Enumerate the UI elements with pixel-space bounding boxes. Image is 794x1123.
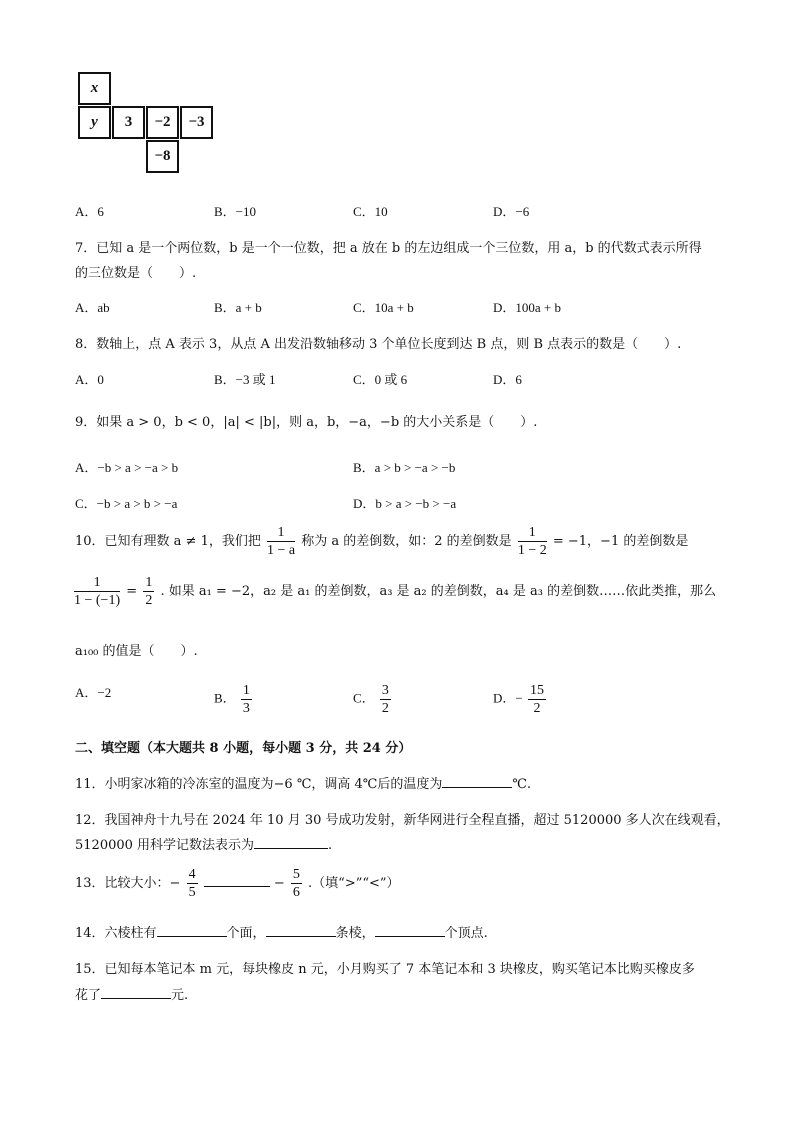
option-a: A．6 [75, 204, 104, 219]
table-cell-x: x [78, 72, 111, 105]
numerator: 15 [529, 683, 544, 698]
table-cell-y: y [78, 106, 111, 139]
text: = −1，−1 的差倒数是 [552, 534, 689, 549]
question-text: 9．如果 a > 0，b < 0，|a| < |b|，则 a，b，−a，−b 的大小关系是（ ）. [75, 415, 538, 430]
option-d: D．100a + b [493, 300, 561, 315]
question-text: 14．六棱柱有 [75, 926, 157, 941]
option-label: D．− [493, 690, 523, 706]
denominator: 1 − (−1) [74, 593, 121, 608]
answer-blank[interactable] [375, 924, 445, 937]
numerator: 1 [267, 524, 295, 542]
numerator: 3 [381, 683, 389, 698]
option-c: C．10a + b [353, 300, 414, 315]
question-text-line1 [75, 524, 688, 559]
fraction [267, 524, 295, 559]
option-label: A．−2 [75, 685, 112, 700]
option-a: A．0 [75, 372, 104, 387]
option-c: C．−b > a > b > −a [75, 496, 178, 511]
question-14 [75, 922, 488, 941]
option-b: B．a > b > −a > −b [353, 460, 456, 475]
denominator: 2 [533, 701, 541, 716]
question-text: 15．已知每本笔记本 m 元，每块橡皮 n 元，小月购买了 7 本笔记本和 3 块橡皮，购买笔记本比购买橡皮多 [75, 962, 695, 977]
question-text: 12．我国神舟十九号在 2024 年 10 月 30 号成功发射，新华网进行全程直播，超过 5120000 多人次在线观看， [75, 813, 730, 828]
question-text: . [328, 838, 333, 853]
text: . 如果 a₁ = −2，a₂ 是 a₁ 的差倒数，a₃ 是 a₂ 的差倒数，a₄ 是 a₃ 的差倒数……依此类推，那么 [160, 584, 717, 599]
numerator: 4 [188, 867, 196, 882]
numerator: 1 [145, 575, 153, 590]
answer-blank[interactable] [442, 775, 512, 788]
option-a [75, 682, 111, 701]
option-c [353, 682, 393, 717]
answer-blank[interactable] [204, 874, 270, 887]
table-cell: −2 [146, 106, 179, 139]
text: 10．已知有理数 a ≠ 1，我们把 [75, 534, 261, 549]
question-text: 8．数轴上，点 A 表示 3，从点 A 出发沿数轴移动 3 个单位长度到达 B 点，则 B 点表示的数是（ ）. [75, 337, 682, 352]
fraction [74, 574, 120, 609]
fraction [528, 682, 546, 717]
question-text: 5120000 用科学记数法表示为 [75, 838, 255, 853]
text: = [126, 584, 138, 599]
answer-blank[interactable] [266, 924, 336, 937]
option-d [493, 682, 548, 717]
question-text: 元. [171, 988, 189, 1003]
table-cell: −8 [146, 140, 179, 173]
text: 称为 a 的差倒数，如：2 的差倒数是 [301, 534, 512, 549]
option-c: C．10 [353, 204, 388, 219]
fraction [291, 866, 302, 901]
question-text-line2 [75, 984, 188, 1003]
denominator: 6 [292, 885, 300, 900]
option-label: C． [353, 690, 375, 706]
question-13 [75, 866, 400, 901]
question-text: 13．比较大小：− [75, 876, 181, 891]
option-b [214, 682, 254, 717]
option-a: A．−b > a > −a > b [75, 460, 179, 475]
denominator: 1 − a [267, 543, 296, 558]
fraction [518, 524, 547, 559]
question-text: 的三位数是（ ）. [75, 266, 197, 281]
denominator: 2 [145, 593, 153, 608]
question-11 [75, 773, 531, 792]
question-text-line2 [75, 834, 332, 853]
option-a: A．ab [75, 300, 110, 315]
numerator: 1 [242, 683, 250, 698]
question-text: ℃. [512, 777, 532, 792]
question-text: 个顶点. [444, 926, 488, 941]
option-b: B．−3 或 1 [214, 372, 276, 387]
question-text: 7．已知 a 是一个两位数，b 是一个一位数，把 a 放在 b 的左边组成一个三位数，用 a，b 的代数式表示所得 [75, 241, 702, 256]
denominator: 1 − 2 [517, 543, 547, 558]
fraction [187, 866, 198, 901]
option-b: B．a + b [214, 300, 262, 315]
option-c: C．0 或 6 [353, 372, 408, 387]
denominator: 5 [188, 885, 196, 900]
numerator: 1 [74, 574, 120, 592]
option-d: D．−6 [493, 204, 530, 219]
answer-blank[interactable] [157, 924, 227, 937]
option-d: D．6 [493, 372, 522, 387]
answer-blank[interactable] [101, 986, 171, 999]
denominator: 2 [381, 701, 389, 716]
table-cell: −3 [180, 106, 213, 139]
section-heading: 二、填空题（本大题共 8 小题，每小题 3 分，共 24 分） [75, 741, 412, 756]
question-text: 条棱， [335, 926, 375, 941]
question-text-line2 [72, 574, 716, 609]
question-text: 个面， [226, 926, 266, 941]
fraction [143, 574, 154, 609]
option-label: B． [214, 690, 236, 706]
option-b: B．−10 [214, 204, 257, 219]
question-text: 11．小明家冰箱的冷冻室的温度为−6 ℃，调高 4℃后的温度为 [75, 777, 443, 792]
numerator: 5 [292, 867, 300, 882]
answer-blank[interactable] [254, 836, 328, 849]
question-text: .（填“>”“<”） [308, 876, 400, 891]
table-cell: 3 [112, 106, 145, 139]
question-text: 花了 [75, 988, 102, 1003]
denominator: 3 [242, 701, 250, 716]
numerator: 1 [518, 524, 547, 542]
fraction [380, 682, 391, 717]
fraction [241, 682, 252, 717]
option-d: D．b > a > −b > −a [353, 496, 457, 511]
question-text-line3: a₁₀₀ 的值是（ ）. [75, 644, 198, 659]
question-text: − [273, 876, 285, 891]
